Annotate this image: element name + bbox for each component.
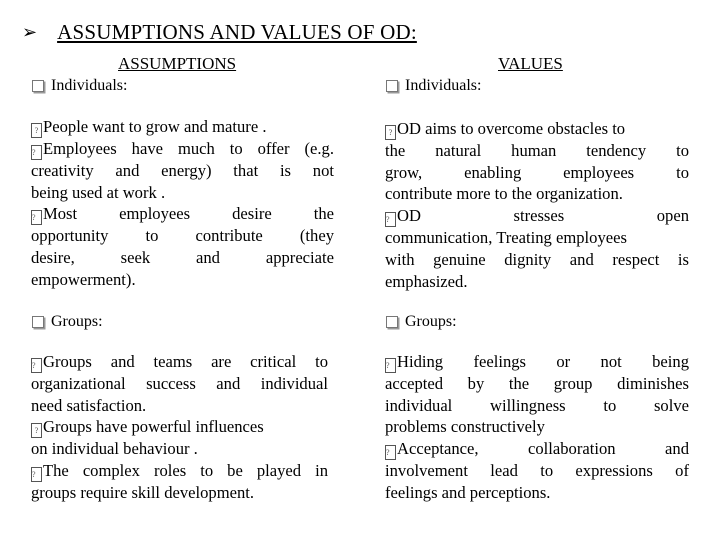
- square-bullet-icon: [32, 316, 44, 328]
- square-bullet-icon: [386, 80, 398, 92]
- text-line: ? OD stresses open: [386, 206, 689, 226]
- text-line: the natural human tendency to: [385, 141, 689, 160]
- missing-glyph-icon: ?: [385, 125, 396, 140]
- text-line: opportunity to contribute (they: [31, 226, 334, 246]
- square-bullet-icon: [32, 80, 44, 92]
- text-line: individual willingness to solve: [385, 395, 689, 415]
- right-groups-label: [386, 313, 457, 331]
- right-individuals-paragraph: [385, 118, 689, 292]
- values-heading: VALUES: [498, 54, 563, 73]
- text-line: problems constructively: [385, 417, 545, 437]
- text-line: creativity and energy) that is not: [31, 161, 334, 180]
- missing-glyph-icon: ?: [31, 358, 42, 373]
- text-line: ? Groups have powerful influences: [31, 416, 328, 438]
- text-line: ? OD aims to overcome obstacles to: [385, 118, 689, 140]
- text-line: ? Employees have much to offer (e.g.: [32, 139, 334, 158]
- left-individuals-label: [32, 77, 127, 95]
- text-line: involvement lead to expressions of: [385, 461, 689, 481]
- missing-glyph-icon: ?: [31, 123, 42, 138]
- left-groups-paragraph: [31, 351, 328, 504]
- square-bullet-icon: [386, 316, 398, 328]
- right-groups-paragraph: [385, 351, 689, 504]
- left-individuals-paragraph: [31, 116, 334, 291]
- missing-glyph-icon: ?: [385, 212, 396, 227]
- text-line: being used at work .: [31, 182, 166, 202]
- text-line: ? The complex roles to be played in: [32, 461, 328, 481]
- text-line: ? Acceptance, collaboration and: [386, 439, 689, 459]
- left-individuals-text: Individuals:: [51, 77, 128, 94]
- missing-glyph-icon: ?: [31, 210, 42, 225]
- missing-glyph-icon: ?: [385, 445, 396, 460]
- text-line: ? Groups and teams are critical to: [32, 352, 328, 371]
- text-line: communication, Treating employees: [385, 228, 627, 248]
- text-line: organizational success and individual: [31, 374, 328, 393]
- text-line: need satisfaction.: [31, 395, 147, 415]
- left-groups-label: [32, 313, 103, 331]
- text-line: ? Hiding feelings or not being: [386, 352, 689, 371]
- text-line: emphasized.: [385, 271, 468, 291]
- right-individuals-label: [386, 77, 481, 95]
- missing-glyph-icon: ?: [31, 467, 42, 482]
- right-individuals-text: Individuals:: [405, 77, 482, 94]
- text-line: contribute more to the organization.: [385, 184, 623, 204]
- text-line: ? Most employees desire the: [32, 204, 334, 224]
- missing-glyph-icon: ?: [31, 423, 42, 438]
- assumptions-heading: ASSUMPTIONS: [118, 54, 237, 73]
- missing-glyph-icon: ?: [385, 358, 396, 373]
- left-groups-text: Groups:: [51, 313, 103, 330]
- text-line: on individual behaviour .: [31, 439, 198, 459]
- arrow-bullet-icon: ➢: [22, 22, 38, 42]
- text-line: empowerment).: [31, 269, 136, 289]
- missing-glyph-icon: ?: [31, 145, 42, 160]
- text-line: with genuine dignity and respect is: [385, 249, 689, 269]
- text-line: groups require skill development.: [31, 483, 255, 503]
- right-groups-text: Groups:: [405, 313, 457, 330]
- slide-title: [22, 20, 417, 45]
- text-line: grow, enabling employees to: [385, 162, 689, 182]
- text-line: desire, seek and appreciate: [31, 248, 334, 268]
- text-line: ? People want to grow and mature .: [31, 116, 334, 138]
- text-line: feelings and perceptions.: [385, 482, 551, 502]
- slide-title-text: ASSUMPTIONS AND VALUES OF OD:: [57, 20, 417, 44]
- text-line: accepted by the group diminishes: [385, 374, 689, 393]
